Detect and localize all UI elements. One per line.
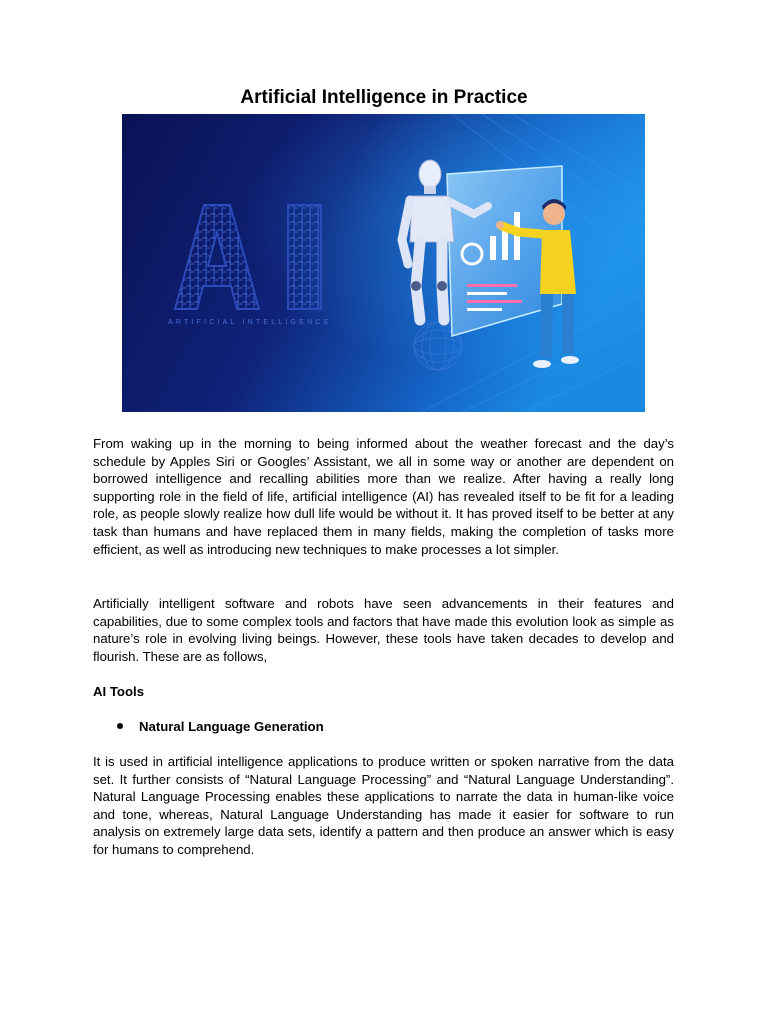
hero-image (122, 114, 645, 412)
section-heading: AI Tools (93, 684, 145, 699)
hero-caption: ARTIFICIAL INTELLIGENCE (168, 319, 332, 326)
bullet-item (117, 718, 324, 736)
bullet-dot-icon (117, 723, 123, 729)
page-title: Artificial Intelligence in Practice (240, 87, 528, 108)
paragraph-nlg: It is used in artificial intelligence applications to produce written or spoken narrative from the data set. It further consists of “Natural Language Processing” and “Natural Language Understanding”. Natural Language Processing enables these applications to narrate the data in human-like voice and tone, whereas, Natural Language Understanding has made it easier for software to run analysis on extremely large data sets, identify a pattern and then produce an answer which is easy for humans to comprehend. (93, 754, 674, 857)
paragraph-intro: From waking up in the morning to being informed about the weather forecast and the day’s schedule by Apples Siri or Googles’ Assistant, we all in some way or another are dependent on borrowed intelligence and recalling abilities more than we realize. After having a really long supporting role in the field of life, artificial intelligence (AI) has revealed itself to be fit for a leading role, as people slowly realize how dull life would be without it. It has proved itself to be better at any task than humans and have replaced them in many fields, making the completion of tasks more efficient, as well as introducing new techniques to make processes a lot simpler. (93, 436, 674, 557)
bullet-label: Natural Language Generation (139, 719, 324, 734)
paragraph-advancements: Artificially intelligent software and robots have seen advancements in their features and capabilities, due to some complex tools and factors that have made this evolution look as simple as nature’s role in evolving living beings. However, these tools have taken decades to develop and flourish. These are as follows, (93, 596, 674, 664)
